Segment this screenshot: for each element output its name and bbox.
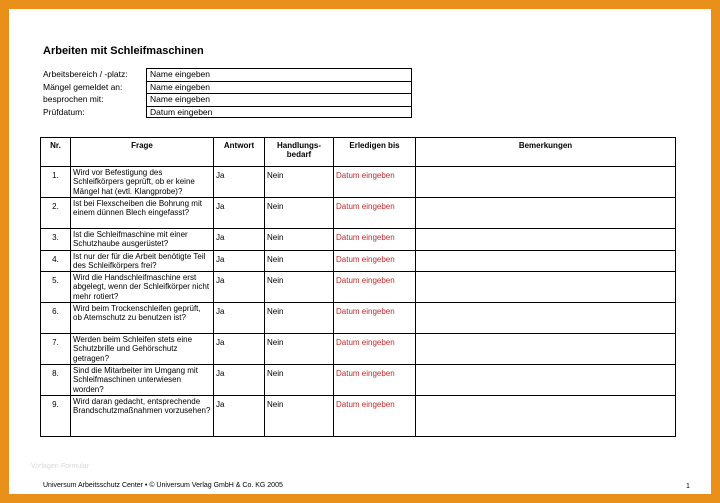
action-needed-field[interactable]: Nein — [265, 334, 334, 365]
answer-field[interactable]: Ja — [214, 365, 265, 396]
remarks-field[interactable] — [416, 167, 676, 198]
checklist-table — [40, 137, 676, 437]
row-number: 7. — [41, 334, 71, 365]
header-bemerkungen: Bemerkungen — [416, 138, 676, 167]
remarks-field[interactable] — [416, 303, 676, 334]
meta-row-besprochen — [43, 93, 412, 106]
maengel-gemeldet-field[interactable]: Name eingeben — [146, 81, 412, 94]
action-needed-field[interactable]: Nein — [265, 272, 334, 303]
table-row — [41, 250, 676, 272]
due-date-field[interactable]: Datum eingeben — [334, 272, 416, 303]
due-date-field[interactable]: Datum eingeben — [334, 167, 416, 198]
header-erledigen-bis: Erledigen bis — [334, 138, 416, 167]
due-date-field[interactable]: Datum eingeben — [334, 250, 416, 272]
question-text: Sind die Mitarbeiter im Umgang mit Schleifmaschinen unterwiesen worden? — [71, 365, 214, 396]
besprochen-mit-field[interactable]: Name eingeben — [146, 93, 412, 106]
answer-field[interactable]: Ja — [214, 167, 265, 198]
meta-fields — [43, 68, 412, 118]
table-row — [41, 303, 676, 334]
row-number: 5. — [41, 272, 71, 303]
answer-field[interactable]: Ja — [214, 334, 265, 365]
table-row — [41, 334, 676, 365]
due-date-field[interactable]: Datum eingeben — [334, 229, 416, 251]
arbeitsbereich-field[interactable]: Name eingeben — [146, 68, 412, 81]
question-text: Ist die Schleifmaschine mit einer Schutzhaube ausgerüstet? — [71, 229, 214, 251]
document-page — [9, 9, 711, 494]
meta-label: Prüfdatum: — [43, 106, 85, 117]
row-number: 4. — [41, 250, 71, 272]
remarks-field[interactable] — [416, 229, 676, 251]
table-row — [41, 365, 676, 396]
pruefdatum-field[interactable]: Datum eingeben — [146, 106, 412, 119]
table-row — [41, 396, 676, 437]
meta-label: besprochen mit: — [43, 94, 104, 104]
answer-field[interactable]: Ja — [214, 198, 265, 229]
table-row — [41, 229, 676, 251]
action-needed-field[interactable]: Nein — [265, 229, 334, 251]
meta-label: Mängel gemeldet an: — [43, 81, 123, 92]
remarks-field[interactable] — [416, 198, 676, 229]
row-number: 9. — [41, 396, 71, 437]
action-needed-field[interactable]: Nein — [265, 250, 334, 272]
question-text: Wird daran gedacht, entsprechende Brandschutzmaßnahmen vorzusehen? — [71, 396, 214, 437]
remarks-field[interactable] — [416, 272, 676, 303]
header-handlungsbedarf: Handlungs- bedarf — [265, 138, 334, 167]
header-antwort: Antwort — [214, 138, 265, 167]
row-number: 2. — [41, 198, 71, 229]
action-needed-field[interactable]: Nein — [265, 365, 334, 396]
answer-field[interactable]: Ja — [214, 250, 265, 272]
document-title: Arbeiten mit Schleifmaschinen — [43, 45, 204, 57]
meta-row-arbeitsbereich — [43, 68, 412, 81]
due-date-field[interactable]: Datum eingeben — [334, 334, 416, 365]
header-nr: Nr. — [41, 138, 71, 167]
table-row — [41, 167, 676, 198]
question-text: Wird vor Befestigung des Schleifkörpers geprüft, ob er keine Mängel hat (evtl. Klangprobe)? — [71, 167, 214, 198]
action-needed-field[interactable]: Nein — [265, 396, 334, 437]
table-row — [41, 272, 676, 303]
table-row — [41, 198, 676, 229]
action-needed-field[interactable]: Nein — [265, 167, 334, 198]
answer-field[interactable]: Ja — [214, 396, 265, 437]
table-header-row — [41, 138, 676, 167]
row-number: 6. — [41, 303, 71, 334]
header-frage: Frage — [71, 138, 214, 167]
due-date-field[interactable]: Datum eingeben — [334, 198, 416, 229]
question-text: Wird beim Trockenschleifen geprüft, ob Atemschutz zu benutzen ist? — [71, 303, 214, 334]
remarks-field[interactable] — [416, 396, 676, 437]
remarks-field[interactable] — [416, 334, 676, 365]
meta-row-pruefdatum — [43, 106, 412, 119]
row-number: 1. — [41, 167, 71, 198]
question-text: Ist bei Flexscheiben die Bohrung mit einem dünnen Blech eingefasst? — [71, 198, 214, 229]
answer-field[interactable]: Ja — [214, 229, 265, 251]
remarks-field[interactable] — [416, 250, 676, 272]
remarks-field[interactable] — [416, 365, 676, 396]
question-text: Wird die Handschleifmaschine erst abgelegt, wenn der Schleifkörper nicht mehr rotiert? — [71, 272, 214, 303]
row-number: 3. — [41, 229, 71, 251]
action-needed-field[interactable]: Nein — [265, 303, 334, 334]
due-date-field[interactable]: Datum eingeben — [334, 303, 416, 334]
meta-label: Arbeitsbereich / -platz: — [43, 69, 128, 79]
answer-field[interactable]: Ja — [214, 303, 265, 334]
page-number: 1 — [686, 483, 690, 490]
due-date-field[interactable]: Datum eingeben — [334, 365, 416, 396]
due-date-field[interactable]: Datum eingeben — [334, 396, 416, 437]
action-needed-field[interactable]: Nein — [265, 198, 334, 229]
meta-row-maengel — [43, 81, 412, 94]
answer-field[interactable]: Ja — [214, 272, 265, 303]
watermark: Vorlagen-Formular — [31, 463, 89, 470]
question-text: Werden beim Schleifen stets eine Schutzbrille und Gehörschutz getragen? — [71, 334, 214, 365]
row-number: 8. — [41, 365, 71, 396]
question-text: Ist nur der für die Arbeit benötigte Teil des Schleifkörpers frei? — [71, 250, 214, 272]
footer-text: Universum Arbeitsschutz Center • © Universum Verlag GmbH & Co. KG 2005 — [43, 482, 283, 489]
